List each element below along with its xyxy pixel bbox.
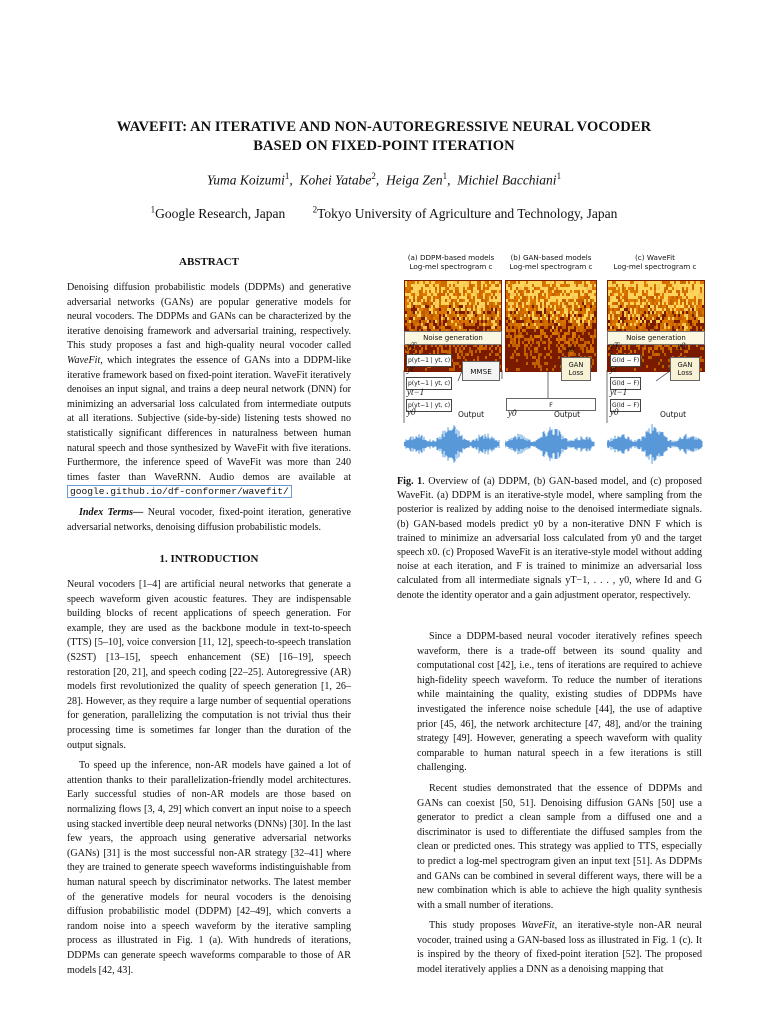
generator-F-b: F [506, 398, 596, 411]
var-yT-a: yT [407, 341, 416, 351]
right-column [417, 630, 702, 978]
author-sup: 2 [371, 171, 376, 181]
index-terms-label: Index Terms— [79, 506, 144, 518]
var-y0-c: y0 [610, 407, 619, 417]
ddpm-step-1: p(yt−1 | yt, c) [406, 354, 452, 367]
wavefit-step-1: G(Id − F) [610, 354, 641, 367]
author: Michiel Bacchiani [457, 172, 557, 188]
demo-url-link[interactable]: google.github.io/df-conformer/wavefit/ [67, 485, 292, 498]
intro-paragraph-3: Since a DDPM-based neural vocoder iteratively refines speech waveform, there is a trade-off between its sound quality and computational cost [42], i.e., tens of iterations are required to achieve high-fidelity speech waveform. To reduce the number of iterations while maintaining the quality, existing studies of DDPMs have investigated the inference noise schedule [44], the use of adaptive prior [45, 46], the network architecture [47, 48], and/or the training strategy [49]. However, generating a speech waveform with quality comparable to human natural speech in a few iterations is still challenging. [417, 631, 702, 774]
mmse-box: MMSE [462, 361, 500, 381]
panel-b-header: (b) GAN-based models Log-mel spectrogram c [509, 253, 593, 271]
var-y0-b: y0 [508, 408, 517, 418]
wavefit-step-2: G(Id − F) [610, 377, 641, 390]
ddpm-step-3: p(yt−1 | yt, c) [406, 399, 452, 412]
noise-generation-c: Noise generation [607, 331, 705, 345]
abstract-heading: ABSTRACT [179, 256, 239, 268]
var-yt-a: yt [407, 364, 414, 374]
title-line-2: BASED ON FIXED-POINT ITERATION [253, 138, 515, 154]
caption-label: Fig. 1 [397, 476, 423, 487]
waveform-c [607, 421, 703, 467]
output-label-c: Output [660, 410, 687, 419]
left-column [67, 255, 351, 978]
waveform-b [505, 421, 595, 467]
var-y0-a: y0 [407, 407, 416, 417]
var-yt1-a: yt−1 [407, 387, 425, 397]
intro-paragraph-4: Recent studies demonstrated that the essence of DDPMs and GANs can coexist [50, 51]. Denoising diffusion GANs [50] use a generator to predict a clean sample from a diffused one and a discriminator is used to differentiate the diffused samples from the clean or predicted ones. This strategy was applied to TTS, especially to predict a log-mel spectrogram given an input text [51]. As DDPMs and GANs can be combined in several different ways, there will be a new combination which is able to achieve the high quality synthesis with a small number of iterations. [417, 782, 702, 911]
output-label-b: Output [554, 410, 581, 419]
var-yt-c: yt [610, 364, 617, 374]
author: Heiga Zen [385, 172, 443, 188]
var-yT-c: yT [610, 341, 619, 351]
var-x0-c: x0 [677, 341, 686, 351]
affiliation-1: $^1$Google Research, Japan [150, 204, 286, 221]
author: Yuma Koizumi [206, 172, 285, 188]
wavefit-step-3: G(Id − F) [610, 399, 641, 412]
noise-generation-a: Noise generation [404, 331, 502, 345]
title-line-1: WAVEFIT: AN ITERATIVE AND NON-AUTOREGRESSIVE NEURAL VOCODER [116, 119, 652, 135]
intro-heading: 1. INTRODUCTION [159, 553, 259, 566]
figure-caption [397, 475, 702, 603]
gan-loss-c: GAN Loss [670, 357, 700, 381]
intro-paragraph-1: Neural vocoders [1–4] are artificial neural networks that generate a speech waveform given acoustic features. They are indispensable building blocks of recent applications of speech generation. For example, they are used as the backbone module in text-to-speech (TTS) [5–10], voice conversion [11, 12], speech-to-speech translation (S2ST) [13–15], speech enhancement (SE) [16–19], speech restoration [20, 21], and speech coding [22–25]. Autoregressive (AR) models first revolutionized the quality of speech generation [1, 26–28]. However, as they require a large number of sequential operations for generation, parallelizing the computation is not trivial thus their processing time is sometimes far longer than the duration of the output signals. [67, 579, 351, 751]
panel-a-header: (a) DDPM-based models Log-mel spectrogram c [407, 253, 495, 271]
ddpm-step-2: p(yt−1 | yt, c) [406, 377, 452, 390]
affiliation-2: $^2$Tokyo University of Agriculture and Technology, Japan [312, 204, 618, 221]
author-list: Yuma Koizumi$^1$, Kohei Yatabe$^2$, Heiga Zen$^1$, Michiel Bacchiani$^1$ [206, 171, 562, 188]
author: Kohei Yatabe [299, 172, 372, 188]
author-sup: 1 [442, 171, 448, 181]
author-sup: 1 [556, 171, 562, 181]
var-yt1-c: yt−1 [610, 387, 628, 397]
var-x0-b: x0 [566, 344, 575, 354]
author-sup: 1 [284, 171, 290, 181]
output-label-a: Output [458, 410, 485, 419]
intro-paragraph-5: This study proposes WaveFit, an iterative-style non-AR neural vocoder, trained using a GAN-based loss as illustrated in Fig. 1 (c). It is inspired by the theory of fixed-point iteration [52]. The proposed model iteratively applies a DNN as a denoising mapping that [417, 920, 702, 976]
abstract-text: Denoising diffusion probabilistic models (DDPMs) and generative adversarial networks (GANs) are popular generative models for neural vocoders. The DDPMs and GANs can be characterized by the iterative denoising framework and adversarial training, respectively. This study proposes a fast and high-quality neural vocoder called WaveFit, which integrates the essence of GANs into a DDPM-like iterative framework based on fixed-point iteration. WaveFit iteratively denoises an input signal, and trains a deep neural network (DNN) for minimizing an adversarial loss calculated from intermediate outputs at all iterations. Subjective (side-by-side) listening tests showed no statistically significant differences in naturalness between human natural speech and those synthesized by WaveFit with five iterations. Furthermore, the inference speed of WaveFit was more than 240 times faster than WaveRNN. Audio demos are available at google.github.io/df-conformer/wavefit/ [67, 282, 351, 498]
intro-paragraph-2: To speed up the inference, non-AR models have gained a lot of attention thanks to their parallelization-friendly model architectures. Early successful studies of non-AR models are those based on normalizing flows [3, 4, 29] which convert an input noise to a speech using stacked invertible deep neural networks (DNNs) [30]. In the last few years, the approach using generative adversarial networks (GANs) [31] is the most successful non-AR strategy [32–41] where they are trained to generate speech waveforms indistinguishable from human natural speech by discriminator networks. The latest member of the generative models for neural vocoders is the denoising diffusion probabilistic model (DDPM) [42–49], which converts a random noise into a speech waveform by the iterative sampling process as illustrated in Fig. 1 (a). With hundreds of iterations, DDPMs can generate speech waveforms comparable to those of AR models [42, 43]. [67, 760, 351, 976]
index-terms: Index Terms— Neural vocoder, fixed-point iteration, generative adversarial networks, denoising diffusion probabilistic models. [67, 506, 351, 533]
gan-loss-b: GAN Loss [561, 357, 591, 381]
paper-title [60, 118, 708, 156]
caption-text: . Overview of (a) DDPM, (b) GAN-based model, and (c) proposed WaveFit. (a) DDPM is an iterative-style model, where sampling from the posterior is realized by adding noise to the denoised intermediate signals. (b) GAN-based models predict y0 by a non-iterative DNN F which is trained to minimize an adversarial loss calculated from y0 and the target speech x0. (c) Proposed WaveFit is an iterative-style model without adding noise at each iteration, and F is trained to minimize an adversarial loss calculated from all intermediate signals yT−1, . . . , y0, where Id and G denote the identity operator and a gain adjustment operator, respectively. [397, 476, 702, 601]
figure-1 [398, 253, 708, 471]
panel-c-header: (c) WaveFit Log-mel spectrogram c [613, 253, 697, 271]
affiliations [60, 204, 708, 222]
waveform-a [404, 421, 500, 467]
connector-c-gan2 [656, 371, 670, 381]
